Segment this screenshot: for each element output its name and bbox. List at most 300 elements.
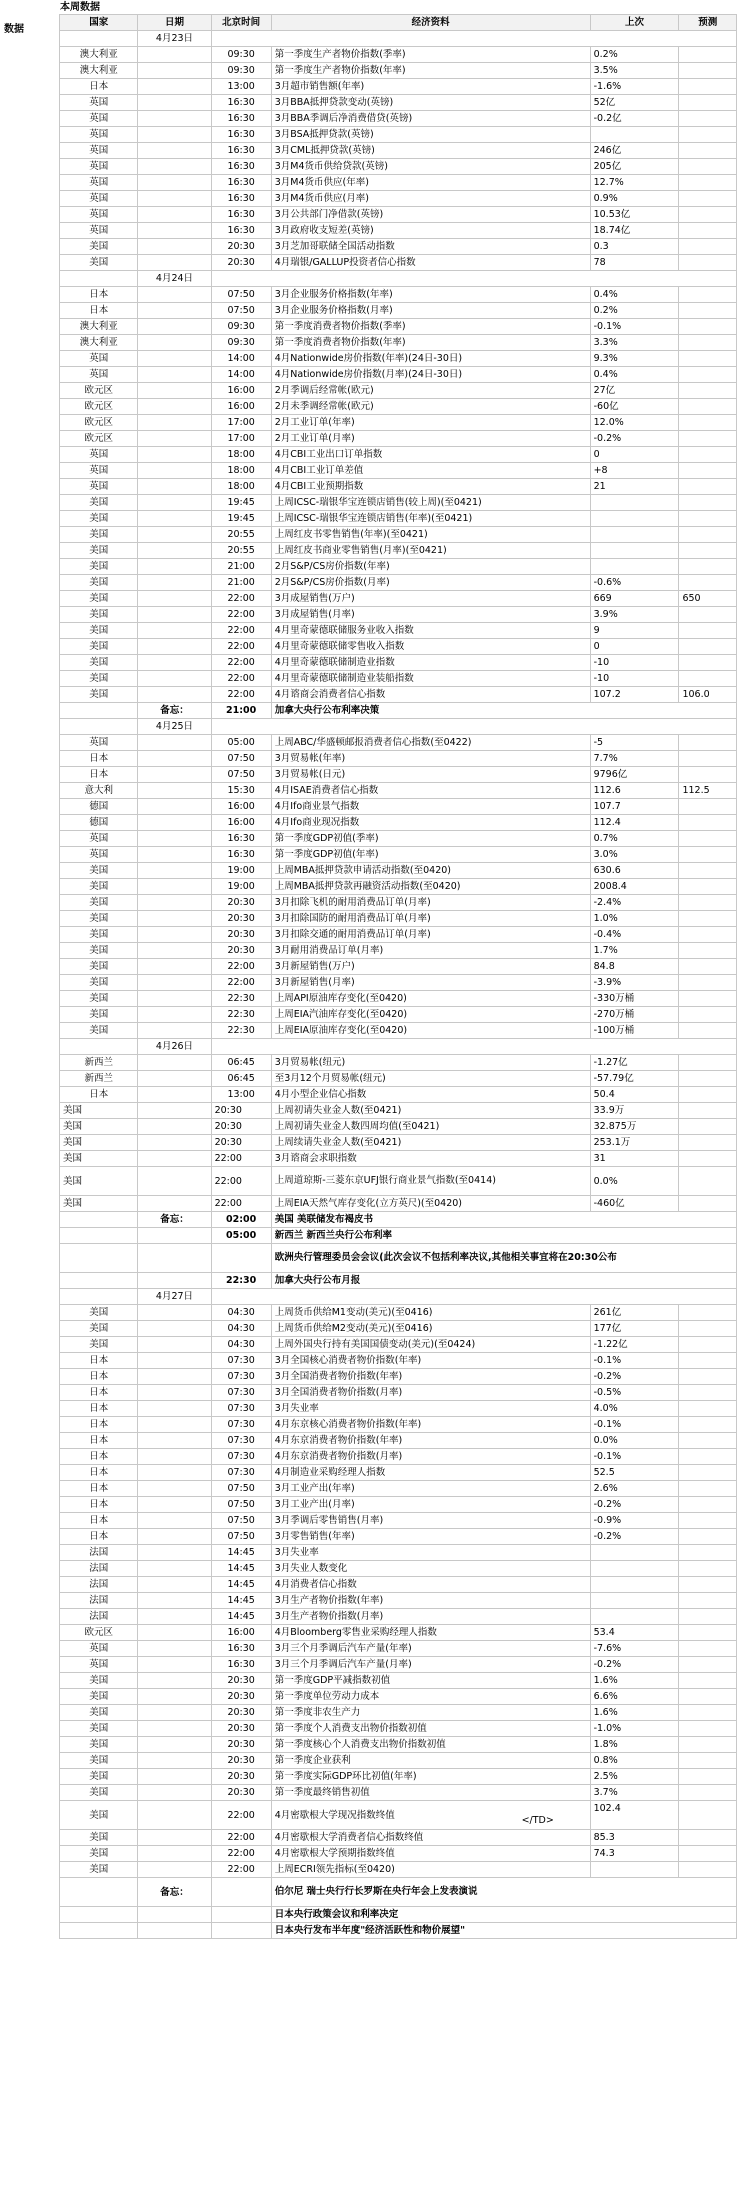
country-cell: 英国 <box>60 175 138 191</box>
date-spacer <box>60 271 138 287</box>
previous-cell: 261亿 <box>590 1305 679 1321</box>
forecast-cell <box>679 175 737 191</box>
table-row <box>60 991 737 1007</box>
date-blank <box>138 303 211 319</box>
previous-cell: 0.0% <box>590 1167 679 1196</box>
event-cell: 3月芝加哥联储全国活动指数 <box>271 239 590 255</box>
event-cell: 3月贸易帐(纽元) <box>271 1055 590 1071</box>
previous-cell: 9.3% <box>590 351 679 367</box>
event-cell: 3月BSA抵押贷款(英镑) <box>271 127 590 143</box>
forecast-cell <box>679 479 737 495</box>
note-row <box>60 1878 737 1907</box>
table-row <box>60 79 737 95</box>
table-row <box>60 1625 737 1641</box>
table-row <box>60 1830 737 1846</box>
date-blank <box>138 1609 211 1625</box>
date-blank <box>138 1785 211 1801</box>
forecast-cell <box>679 943 737 959</box>
event-cell: 上周道琼斯-三菱东京UFJ银行商业景气指数(至0414) <box>271 1167 590 1196</box>
time-cell: 07:30 <box>211 1353 271 1369</box>
date-blank <box>138 1023 211 1039</box>
table-row <box>60 1321 737 1337</box>
country-cell: 英国 <box>60 831 138 847</box>
note-time: 02:00 <box>211 1212 271 1228</box>
date-blank <box>138 159 211 175</box>
date-blank <box>138 671 211 687</box>
table-row <box>60 175 737 191</box>
table-row <box>60 1007 737 1023</box>
date-blank <box>138 1862 211 1878</box>
previous-cell: 7.7% <box>590 751 679 767</box>
country-cell: 美国 <box>60 1151 138 1167</box>
time-cell: 18:00 <box>211 479 271 495</box>
date-blank <box>138 1087 211 1103</box>
date-blank <box>138 543 211 559</box>
time-cell: 07:30 <box>211 1465 271 1481</box>
forecast-cell <box>679 1545 737 1561</box>
previous-cell: 1.6% <box>590 1705 679 1721</box>
country-cell: 美国 <box>60 1846 138 1862</box>
table-row <box>60 143 737 159</box>
previous-cell <box>590 1561 679 1577</box>
time-cell: 20:30 <box>211 911 271 927</box>
forecast-cell <box>679 319 737 335</box>
previous-cell: 6.6% <box>590 1689 679 1705</box>
date-blank <box>138 895 211 911</box>
forecast-cell <box>679 607 737 623</box>
time-cell: 13:00 <box>211 1087 271 1103</box>
date-blank <box>138 1167 211 1196</box>
country-cell: 美国 <box>60 1321 138 1337</box>
note-time <box>211 1244 271 1273</box>
time-cell: 09:30 <box>211 47 271 63</box>
date-blank <box>138 767 211 783</box>
country-cell: 美国 <box>60 687 138 703</box>
time-cell: 07:30 <box>211 1401 271 1417</box>
forecast-cell <box>679 1577 737 1593</box>
date-fill <box>211 31 736 47</box>
date-blank <box>138 383 211 399</box>
event-cell: 4月密歇根大学消费者信心指数终值 <box>271 1830 590 1846</box>
event-cell: 上周外国央行持有美国国债变动(美元)(至0424) <box>271 1337 590 1353</box>
date-blank <box>138 1449 211 1465</box>
previous-cell: -57.79亿 <box>590 1071 679 1087</box>
table-row <box>60 239 737 255</box>
time-cell: 17:00 <box>211 415 271 431</box>
time-cell: 20:30 <box>211 943 271 959</box>
time-cell: 20:30 <box>211 239 271 255</box>
event-cell: 4月密歇根大学现况指数终值 <box>271 1801 590 1830</box>
table-row <box>60 1801 737 1830</box>
date-blank <box>138 1625 211 1641</box>
previous-cell: 84.8 <box>590 959 679 975</box>
country-cell: 欧元区 <box>60 399 138 415</box>
table-row <box>60 975 737 991</box>
time-cell: 13:00 <box>211 79 271 95</box>
date-blank <box>138 1641 211 1657</box>
country-cell: 美国 <box>60 1769 138 1785</box>
country-cell: 法国 <box>60 1577 138 1593</box>
country-cell: 美国 <box>60 1119 138 1135</box>
time-cell: 19:00 <box>211 879 271 895</box>
table-body <box>60 31 737 1939</box>
forecast-cell <box>679 511 737 527</box>
table-row <box>60 1337 737 1353</box>
date-blank <box>138 1846 211 1862</box>
country-cell: 欧元区 <box>60 383 138 399</box>
previous-cell: -60亿 <box>590 399 679 415</box>
forecast-cell <box>679 79 737 95</box>
country-cell: 日本 <box>60 287 138 303</box>
time-cell: 14:45 <box>211 1561 271 1577</box>
date-blank <box>138 495 211 511</box>
country-cell: 日本 <box>60 1529 138 1545</box>
table-row <box>60 735 737 751</box>
previous-cell: +8 <box>590 463 679 479</box>
previous-cell: -2.4% <box>590 895 679 911</box>
date-blank <box>138 1353 211 1369</box>
time-cell: 17:00 <box>211 431 271 447</box>
time-cell: 07:50 <box>211 1513 271 1529</box>
table-row <box>60 1513 737 1529</box>
table-row <box>60 447 737 463</box>
time-cell: 16:00 <box>211 1625 271 1641</box>
previous-cell: -10 <box>590 671 679 687</box>
table-row <box>60 751 737 767</box>
event-cell: 第一季度生产者物价指数(年率) <box>271 63 590 79</box>
country-cell: 英国 <box>60 111 138 127</box>
date-blank <box>138 431 211 447</box>
country-cell: 美国 <box>60 911 138 927</box>
time-cell: 09:30 <box>211 335 271 351</box>
time-cell: 06:45 <box>211 1055 271 1071</box>
country-cell: 美国 <box>60 1689 138 1705</box>
previous-cell: 52.5 <box>590 1465 679 1481</box>
date-blank <box>138 927 211 943</box>
table-row <box>60 879 737 895</box>
time-cell: 22:00 <box>211 655 271 671</box>
event-cell: 4月瑞银/GALLUP投资者信心指数 <box>271 255 590 271</box>
previous-cell <box>590 527 679 543</box>
country-cell: 新西兰 <box>60 1071 138 1087</box>
event-cell: 3月政府收支短差(英镑) <box>271 223 590 239</box>
table-row <box>60 1529 737 1545</box>
previous-cell: -0.1% <box>590 1353 679 1369</box>
event-cell: 3月季调后零售销售(月率) <box>271 1513 590 1529</box>
time-cell: 16:30 <box>211 175 271 191</box>
forecast-cell <box>679 495 737 511</box>
event-cell: 第一季度GDP初值(季率) <box>271 831 590 847</box>
date-blank <box>138 1593 211 1609</box>
time-cell: 04:30 <box>211 1337 271 1353</box>
time-cell: 05:00 <box>211 735 271 751</box>
country-cell: 澳大利亚 <box>60 47 138 63</box>
previous-cell: 2.6% <box>590 1481 679 1497</box>
event-cell: 2月工业订单(月率) <box>271 431 590 447</box>
note-text: 加拿大央行公布月报 <box>271 1273 736 1289</box>
previous-cell: 3.3% <box>590 335 679 351</box>
forecast-cell <box>679 1007 737 1023</box>
time-cell: 16:30 <box>211 1657 271 1673</box>
previous-cell <box>590 543 679 559</box>
time-cell: 22:00 <box>211 1862 271 1878</box>
date-blank <box>138 1305 211 1321</box>
forecast-cell <box>679 335 737 351</box>
event-cell: 3月扣除国防的耐用消费品订单(月率) <box>271 911 590 927</box>
event-cell: 4月消费者信心指数 <box>271 1577 590 1593</box>
time-cell: 14:45 <box>211 1545 271 1561</box>
note-text: 美国 美联储发布褐皮书 <box>271 1212 736 1228</box>
event-cell: 2月S&P/CS房价指数(年率) <box>271 559 590 575</box>
note-label <box>138 1228 211 1244</box>
event-cell: 3月成屋销售(月率) <box>271 607 590 623</box>
date-blank <box>138 239 211 255</box>
time-cell: 22:00 <box>211 607 271 623</box>
date-blank <box>138 511 211 527</box>
event-cell: 4月Ifo商业现况指数 <box>271 815 590 831</box>
forecast-cell <box>679 415 737 431</box>
forecast-cell <box>679 1385 737 1401</box>
date-blank <box>138 1417 211 1433</box>
event-cell: 3月失业率 <box>271 1545 590 1561</box>
date-blank <box>138 575 211 591</box>
date-blank <box>138 1196 211 1212</box>
forecast-cell <box>679 1705 737 1721</box>
table-row <box>60 895 737 911</box>
table-row <box>60 767 737 783</box>
previous-cell: 32.875万 <box>590 1119 679 1135</box>
previous-cell <box>590 559 679 575</box>
event-cell: 3月CML抵押贷款(英镑) <box>271 143 590 159</box>
country-cell: 日本 <box>60 1417 138 1433</box>
table-row <box>60 383 737 399</box>
previous-cell: 630.6 <box>590 863 679 879</box>
note-text: 日本央行发布半年度"经济活跃性和物价展望" <box>271 1923 736 1939</box>
note-spacer <box>60 1273 138 1289</box>
forecast-cell <box>679 399 737 415</box>
forecast-cell <box>679 63 737 79</box>
previous-cell: -0.1% <box>590 1417 679 1433</box>
forecast-cell <box>679 623 737 639</box>
event-cell: 上周EIA汽油库存变化(至0420) <box>271 1007 590 1023</box>
forecast-cell: 112.5 <box>679 783 737 799</box>
table-row <box>60 1087 737 1103</box>
event-cell: 3月超市销售额(年率) <box>271 79 590 95</box>
previous-cell: 12.7% <box>590 175 679 191</box>
time-cell: 04:30 <box>211 1321 271 1337</box>
date-spacer <box>60 1289 138 1305</box>
previous-cell: -0.1% <box>590 319 679 335</box>
previous-cell: 246亿 <box>590 143 679 159</box>
previous-cell: 0.2% <box>590 303 679 319</box>
event-cell: 3月企业服务价格指数(月率) <box>271 303 590 319</box>
event-cell: 4月里奇蒙德联储零售收入指数 <box>271 639 590 655</box>
date-blank <box>138 783 211 799</box>
forecast-cell <box>679 303 737 319</box>
event-cell: 第一季度非农生产力 <box>271 1705 590 1721</box>
table-row <box>60 927 737 943</box>
table-row <box>60 95 737 111</box>
table-row <box>60 1545 737 1561</box>
forecast-cell <box>679 527 737 543</box>
previous-cell <box>521 1801 679 1830</box>
time-cell: 07:50 <box>211 1481 271 1497</box>
country-cell: 美国 <box>60 991 138 1007</box>
forecast-cell <box>679 127 737 143</box>
date-blank <box>138 335 211 351</box>
time-cell: 04:30 <box>211 1305 271 1321</box>
table-row <box>60 367 737 383</box>
event-cell: 3月成屋销售(万户) <box>271 591 590 607</box>
time-cell: 21:00 <box>211 559 271 575</box>
time-cell: 16:00 <box>211 383 271 399</box>
country-cell: 欧元区 <box>60 1625 138 1641</box>
event-cell: 4月ISAE消费者信心指数 <box>271 783 590 799</box>
event-cell: 3月企业服务价格指数(年率) <box>271 287 590 303</box>
date-blank <box>138 1689 211 1705</box>
country-cell: 美国 <box>60 879 138 895</box>
date-blank <box>138 127 211 143</box>
previous-cell: 669 <box>590 591 679 607</box>
time-cell: 07:50 <box>211 767 271 783</box>
country-cell: 德国 <box>60 815 138 831</box>
date-blank <box>138 639 211 655</box>
forecast-cell <box>679 1689 737 1705</box>
country-cell: 英国 <box>60 95 138 111</box>
forecast-cell <box>679 207 737 223</box>
time-cell: 07:50 <box>211 303 271 319</box>
date-blank <box>138 47 211 63</box>
previous-cell: 107.7 <box>590 799 679 815</box>
event-cell: 4月密歇根大学预期指数终值 <box>271 1846 590 1862</box>
event-cell: 4月Nationwide房价指数(年率)(24日-30日) <box>271 351 590 367</box>
event-cell: 第一季度核心个人消费支出物价指数初值 <box>271 1737 590 1753</box>
table-row <box>60 1609 737 1625</box>
event-cell: 3月扣除飞机的耐用消费品订单(月率) <box>271 895 590 911</box>
note-time <box>211 1878 271 1907</box>
previous-cell: -0.2亿 <box>590 111 679 127</box>
table-row <box>60 1561 737 1577</box>
previous-cell: 3.7% <box>590 1785 679 1801</box>
previous-cell: 9 <box>590 623 679 639</box>
date-blank <box>138 1465 211 1481</box>
forecast-cell <box>679 1625 737 1641</box>
forecast-cell <box>679 239 737 255</box>
forecast-cell <box>679 1305 737 1321</box>
table-row <box>60 911 737 927</box>
event-cell: 第一季度GDP初值(年率) <box>271 847 590 863</box>
table-row <box>60 463 737 479</box>
time-cell: 16:30 <box>211 847 271 863</box>
event-cell: 3月全国消费者物价指数(月率) <box>271 1385 590 1401</box>
date-spacer <box>60 719 138 735</box>
country-cell: 日本 <box>60 1497 138 1513</box>
calendar-table <box>59 14 737 1939</box>
date-blank <box>138 607 211 623</box>
event-cell: 2月季调后经常帐(欧元) <box>271 383 590 399</box>
stray-tag-text: </TD> <box>521 1815 554 1826</box>
table-row <box>60 303 737 319</box>
previous-cell: 0.7% <box>590 831 679 847</box>
table-row <box>60 607 737 623</box>
event-cell: 3月M4货币供应(月率) <box>271 191 590 207</box>
previous-cell: -3.9% <box>590 975 679 991</box>
country-cell: 美国 <box>60 1023 138 1039</box>
previous-cell: 3.9% <box>590 607 679 623</box>
date-row <box>60 1289 737 1305</box>
forecast-cell <box>679 1449 737 1465</box>
table-row <box>60 1593 737 1609</box>
country-cell: 美国 <box>60 1862 138 1878</box>
country-cell: 美国 <box>60 639 138 655</box>
table-row <box>60 831 737 847</box>
table-row <box>60 335 737 351</box>
forecast-cell <box>679 543 737 559</box>
previous-cell: 112.6 <box>590 783 679 799</box>
country-cell: 美国 <box>60 495 138 511</box>
time-cell: 20:55 <box>211 527 271 543</box>
time-cell: 07:50 <box>211 1497 271 1513</box>
country-cell: 美国 <box>60 575 138 591</box>
date-blank <box>138 1513 211 1529</box>
time-cell: 22:00 <box>211 671 271 687</box>
forecast-cell <box>679 991 737 1007</box>
previous-cell: 0.0% <box>590 1433 679 1449</box>
date-blank <box>138 1705 211 1721</box>
event-cell: 第一季度最终销售初值 <box>271 1785 590 1801</box>
country-cell: 法国 <box>60 1609 138 1625</box>
time-cell: 20:30 <box>211 895 271 911</box>
table-row <box>60 527 737 543</box>
event-cell: 4月东京消费者物价指数(年率) <box>271 1433 590 1449</box>
country-cell: 英国 <box>60 463 138 479</box>
time-cell: 09:30 <box>211 63 271 79</box>
table-row <box>60 1769 737 1785</box>
time-cell: 22:00 <box>211 959 271 975</box>
col-date: 日期 <box>138 15 211 31</box>
date-blank <box>138 815 211 831</box>
table-row <box>60 1673 737 1689</box>
date-blank <box>138 1801 211 1830</box>
time-cell: 22:00 <box>211 975 271 991</box>
forecast-cell <box>679 223 737 239</box>
col-event: 经济资料 <box>271 15 590 31</box>
country-cell: 美国 <box>60 671 138 687</box>
note-text: 伯尔尼 瑞士央行行长罗斯在央行年会上发表演说 <box>271 1878 736 1907</box>
country-cell: 美国 <box>60 1337 138 1353</box>
previous-cell: 50.4 <box>590 1087 679 1103</box>
note-row <box>60 1228 737 1244</box>
country-cell: 法国 <box>60 1545 138 1561</box>
page-title: 本周数据 <box>60 2 100 13</box>
previous-cell: 0.2% <box>590 47 679 63</box>
previous-cell: 0 <box>590 639 679 655</box>
time-cell: 16:30 <box>211 207 271 223</box>
date-blank <box>138 799 211 815</box>
forecast-cell <box>679 975 737 991</box>
forecast-cell <box>679 1785 737 1801</box>
time-cell: 19:45 <box>211 495 271 511</box>
table-row <box>60 1577 737 1593</box>
table-row <box>60 1196 737 1212</box>
table-row <box>60 223 737 239</box>
forecast-cell <box>679 1497 737 1513</box>
date-blank <box>138 223 211 239</box>
date-blank <box>138 655 211 671</box>
note-row <box>60 1923 737 1939</box>
country-cell: 美国 <box>60 1167 138 1196</box>
date-blank <box>138 1337 211 1353</box>
